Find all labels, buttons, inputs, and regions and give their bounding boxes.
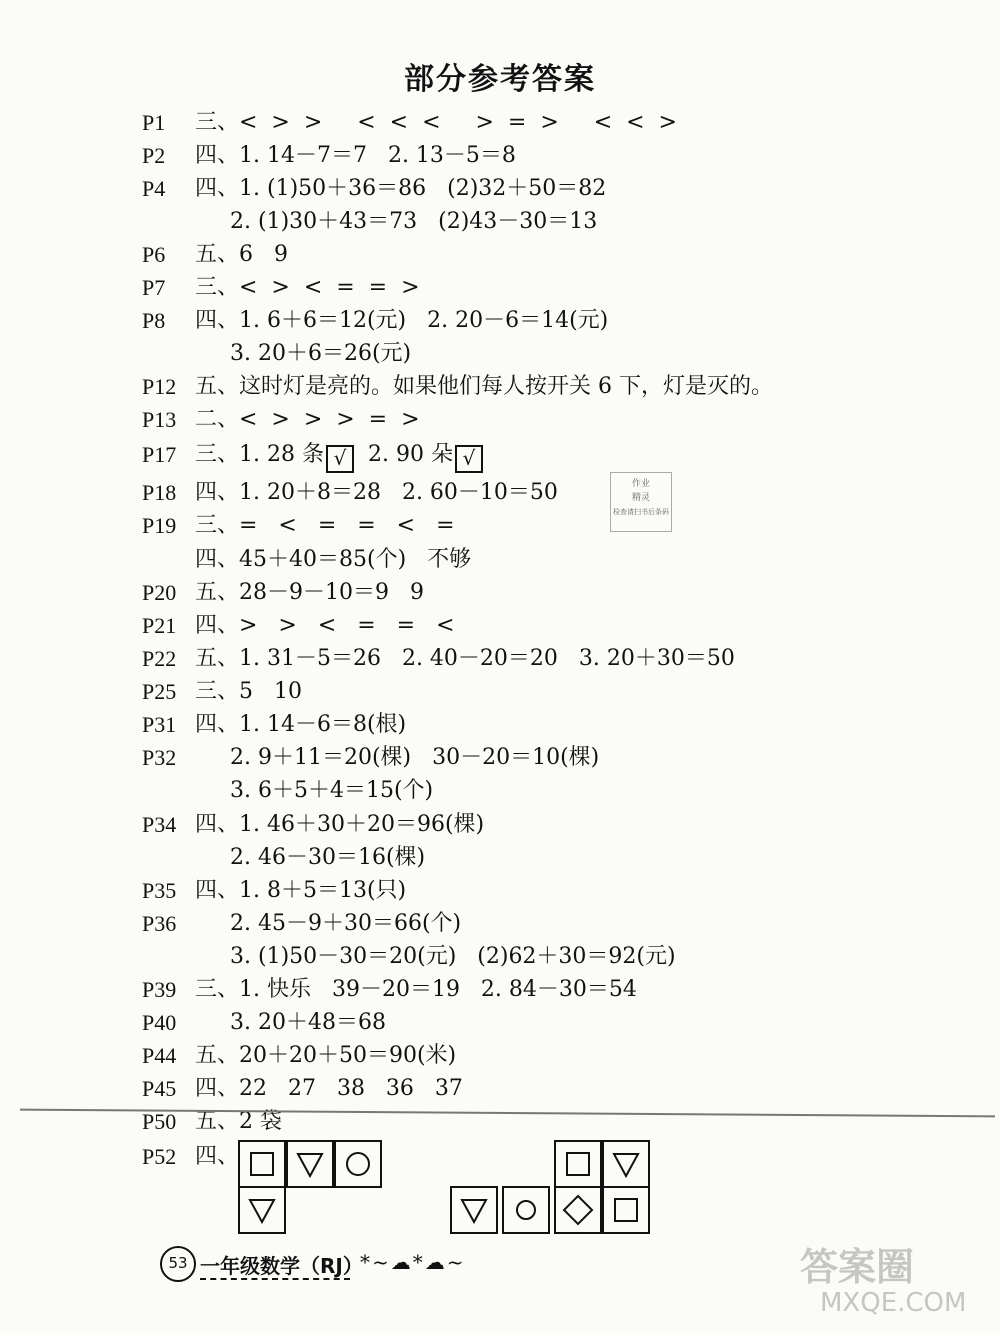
answer-text: 3. (1)50－30＝20(元) (2)62＋30＝92(元) [230,944,676,969]
answer-text: 3. 6＋5＋4＝15(个) [230,778,434,803]
page-label: P6 [142,242,166,267]
stamp-line-2: 精灵 [631,493,650,503]
answer-text: 3. 20＋6＝26(元) [230,341,412,366]
shape-grid-left [238,1140,388,1236]
shape-cell [554,1186,602,1234]
stamp-line-1: 作业 [631,479,650,489]
page-label: P45 [142,1076,177,1101]
page-label: P32 [142,745,177,770]
shape-cell [502,1186,550,1234]
answer-text: 五、2 袋 [195,1109,282,1134]
answer-text [195,438,483,473]
diamond-icon [556,1188,600,1232]
page-label: P20 [142,580,177,605]
answer-text: 2. 45－9＋30＝66(个) [230,911,462,936]
page-label: P50 [142,1109,177,1134]
answer-part: 三、1. 28 条 [195,442,324,467]
answer-text: 四、1. 8＋5＝13(只) [195,878,407,903]
page-label: P12 [142,374,177,399]
page-label: P8 [142,308,166,333]
answer-text: 三、5 10 [195,679,302,704]
answer-text: 四、1. (1)50＋36＝86 (2)32＋50＝82 [195,176,607,201]
footer-underline [200,1278,350,1280]
answer-text: 二、< > > > = > [195,407,420,432]
triangle-down-icon [604,1142,648,1186]
watermark-url: MXQE.COM [820,1288,967,1318]
page-label: P39 [142,977,177,1002]
shape-cell [286,1140,334,1188]
page-label: P31 [142,712,177,737]
page-label: P34 [142,812,177,837]
answer-text: 四、45＋40＝85(个) 不够 [195,547,472,572]
answer-text: 五、20＋20＋50＝90(米) [195,1043,457,1068]
page-title: 部分参考答案 [404,62,596,97]
square-icon [556,1142,600,1186]
watermark-logo: 答案圈 [800,1245,915,1289]
shape-cell [602,1140,650,1188]
page-label: P40 [142,1010,177,1035]
shape-cell [602,1186,650,1234]
square-icon [240,1142,284,1186]
answer-text: 四、1. 14－6＝8(根) [195,712,407,737]
triangle-down-icon [240,1188,284,1232]
check-box: √ [326,445,354,473]
check-box: √ [455,445,483,473]
shape-cell [238,1140,286,1188]
circle-icon [504,1188,548,1232]
shape-grid-right [450,1140,660,1236]
shape-cell [238,1186,286,1234]
page-label: P13 [142,407,177,432]
answer-text: 四、1. 6＋6＝12(元) 2. 20－6＝14(元) [195,308,609,333]
answer-text: 2. 46－30＝16(棵) [230,845,426,870]
answer-text: 五、6 9 [195,242,288,267]
page-label: P21 [142,613,177,638]
answer-text: 三、1. 快乐 39－20＝19 2. 84－30＝54 [195,977,637,1002]
answer-text: 三、< > < = = > [195,275,420,300]
answer-text: 2. (1)30＋43＝73 (2)43－30＝13 [230,209,598,234]
answer-text: 四、22 27 38 36 37 [195,1076,463,1101]
cloud-decoration-icon: *~☁*☁~ [360,1250,466,1274]
answer-text: 四、1. 20＋8＝28 2. 60－10＝50 [195,480,558,505]
page-label: P1 [142,110,166,135]
stamp [610,472,672,532]
answer-text: 五、28－9－10＝9 9 [195,580,424,605]
answer-text: 3. 20＋48＝68 [230,1010,386,1035]
answer-text: 四、1. 14－7＝7 2. 13－5＝8 [195,143,516,168]
page-label: P22 [142,646,177,671]
triangle-down-icon [452,1188,496,1232]
answer-text: 四、1. 46＋30＋20＝96(棵) [195,812,485,837]
page-label: P25 [142,679,177,704]
answer-text: 2. 9＋11＝20(棵) 30－20＝10(棵) [230,745,600,770]
stamp-line-3: 检查请扫书后条码 [613,508,669,516]
page-label: P19 [142,513,177,538]
page-label: P17 [142,442,177,467]
page-label: P4 [142,176,166,201]
answer-text: 四、 [195,1144,240,1169]
answer-text: 五、1. 31－5＝26 2. 40－20＝20 3. 20＋30＝50 [195,646,735,671]
answer-part: 2. 90 朵 [353,442,453,467]
shape-cell [554,1140,602,1188]
page-label: P52 [142,1144,177,1169]
answer-text: 五、这时灯是亮的。如果他们每人按开关 6 下，灯是灭的。 [195,374,773,399]
footer-label: 一年级数学（RJ） [200,1254,363,1278]
answer-text: 三、< > > < < < > = > < < > [195,110,677,135]
shape-cell [334,1140,382,1188]
square-icon [604,1188,648,1232]
page-label: P36 [142,911,177,936]
page-number: 53 [160,1246,196,1282]
answer-text: 三、= < = = < = [195,513,455,538]
circle-icon [336,1142,380,1186]
shape-cell [450,1186,498,1234]
page-label: P7 [142,275,166,300]
triangle-down-icon [288,1142,332,1186]
page-label: P2 [142,143,166,168]
page-label: P44 [142,1043,177,1068]
page-label: P18 [142,480,177,505]
answer-text: 四、> > < = = < [195,613,455,638]
page-label: P35 [142,878,177,903]
